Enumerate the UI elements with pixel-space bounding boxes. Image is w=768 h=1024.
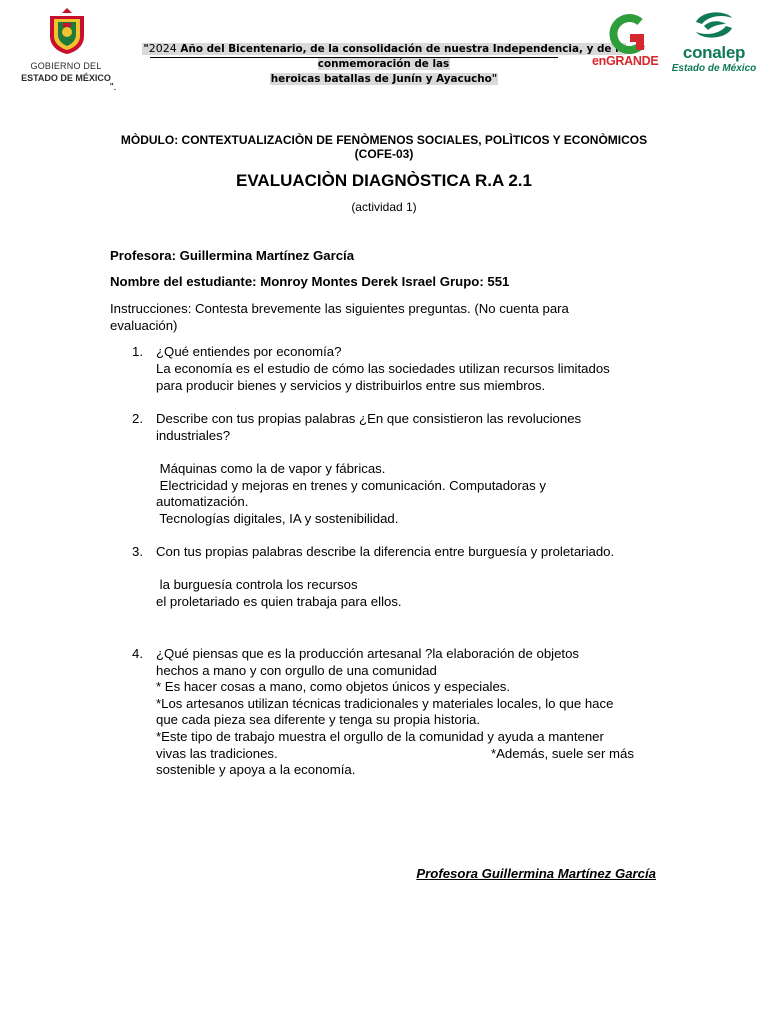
question-number: 2. [132, 411, 143, 426]
student-line: Nombre del estudiante: Monroy Montes Derek Israel Grupo: 551 [110, 274, 510, 289]
answer-line: automatización. [156, 494, 249, 509]
gov-logo-line2: ESTADO DE MÉXICO [21, 73, 111, 83]
slogan-underline [150, 57, 558, 58]
answer-line: *Además, suele ser más [491, 746, 634, 761]
answer-line: *Los artesanos utilizan técnicas tradicionales y materiales locales, lo que hace [156, 696, 614, 711]
slogan-line2: heroicas batallas de Junín y Ayacucho" [270, 73, 498, 85]
answer-line: Electricidad y mejoras en trenes y comunicación. Computadoras y [156, 478, 546, 493]
answer-line: el proletariado es quien trabaja para ellos. [156, 594, 402, 609]
answer-line: la burguesía controla los recursos [156, 577, 358, 592]
module-line1: MÒDULO: CONTEXTUALIZACIÒN DE FENÒMENOS SOCIALES, POLÌTICOS Y ECONÒMICOS [120, 133, 648, 147]
teacher-signature: Profesora Guillermina Martínez García [416, 866, 656, 881]
conalep-subtitle: Estado de México [671, 63, 757, 74]
instructions: Instrucciones: Contesta brevemente las siguientes preguntas. (No cuenta para evaluación) [110, 301, 569, 333]
question-text: Con tus propias palabras describe la diferencia entre burguesía y proletariado. [156, 544, 615, 559]
question-number: 1. [132, 344, 143, 359]
exam-title: EVALUACIÒN DIAGNÒSTICA R.A 2.1 [236, 171, 532, 190]
slogan-line1: Año del Bicentenario, de la consolidación de nuestra Independencia, y de la conmemoración de las [176, 43, 626, 70]
slogan-year: 2024 [148, 42, 177, 55]
answer-line: Tecnologías digitales, IA y sostenibilidad. [156, 511, 399, 526]
conalep-logo [668, 10, 760, 76]
engrande-en: en [592, 54, 606, 68]
engrande-grande: GRANDE [606, 54, 659, 68]
gobierno-estado-mexico-logo [14, 6, 118, 86]
edomex-engrande-logo [592, 14, 662, 70]
module-line2: (COFE-03) [354, 147, 414, 161]
slogan-open-quote: " [143, 43, 149, 55]
answer-line: que cada pieza sea diferente y tenga su propia historia. [156, 712, 481, 727]
answer-line: * Es hacer cosas a mano, como objetos únicos y especiales. [156, 679, 511, 694]
answer-line: La economía es el estudio de cómo las sociedades utilizan recursos limitados [156, 361, 610, 376]
answer-line: para producir bienes y servicios y distribuirlos entre sus miembros. [156, 378, 546, 393]
official-year-slogan [124, 41, 644, 87]
conalep-emblem-icon [692, 10, 736, 40]
question-text: ¿Qué entiendes por economía? [156, 344, 342, 359]
answer-line: *Este tipo de trabajo muestra el orgullo de la comunidad y ayuda a mantener [156, 729, 604, 744]
answer-line: Máquinas como la de vapor y fábricas. [156, 461, 386, 476]
question-number: 4. [132, 646, 143, 661]
question-text: ¿Qué piensas que es la producción artesanal ?la elaboración de objetos hechos a mano y con orgullo de una comunidad [156, 646, 580, 678]
coat-of-arms-icon [44, 6, 90, 56]
activity-label: (actividad 1) [351, 200, 417, 214]
conalep-name: conalep [682, 43, 746, 62]
question-text: Describe con tus propias palabras ¿En que consistieron las revoluciones industriales? [156, 411, 582, 443]
gov-logo-line1: GOBIERNO DEL [30, 61, 102, 71]
answer-line: sostenible y apoya a la economía. [156, 762, 356, 777]
module-heading [0, 133, 768, 161]
teacher-line: Profesora: Guillermina Martínez García [110, 248, 355, 263]
engrande-g-icon [606, 14, 658, 54]
stray-mark: ". [110, 82, 117, 93]
question-number: 3. [132, 544, 143, 559]
answer-line: vivas las tradiciones. [156, 746, 278, 761]
